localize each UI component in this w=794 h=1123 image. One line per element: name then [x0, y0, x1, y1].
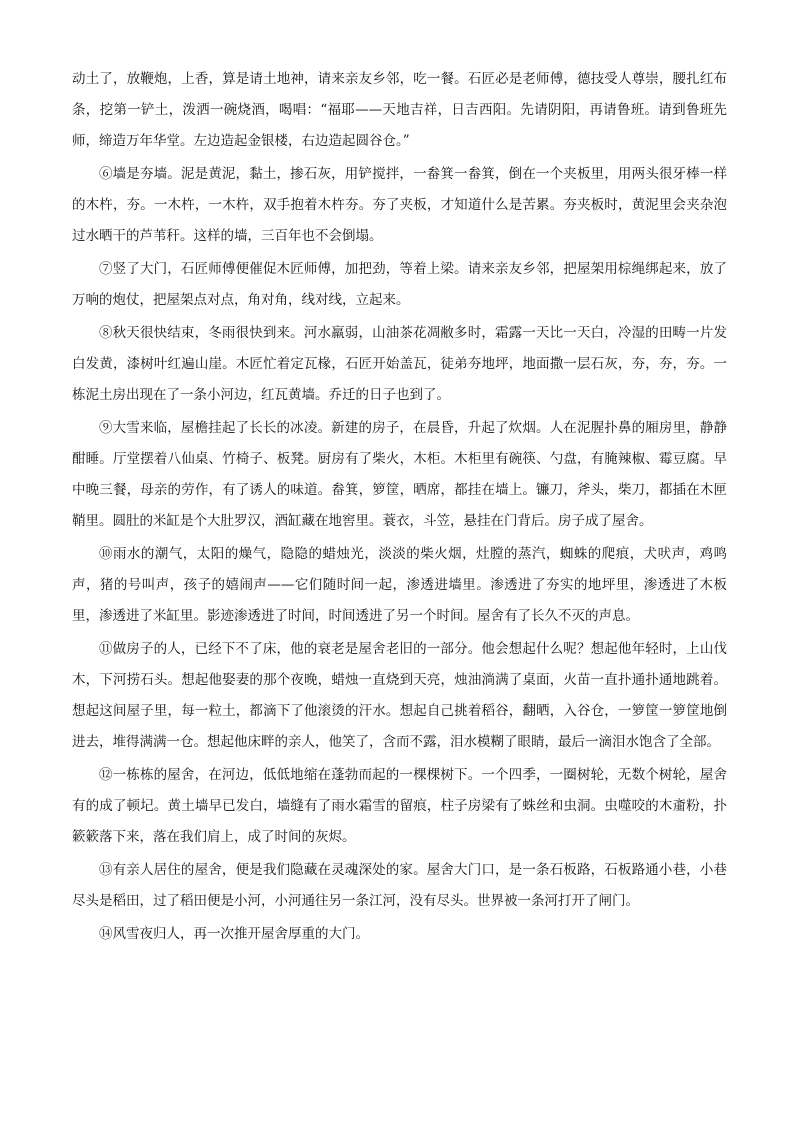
paragraph-6: ⑥墙是夯墙。泥是黄泥，黏土，掺石灰，用铲搅拌，一畚箕一畚箕，倒在一个夹板里，用两头很牙棒一样的木杵，夯。一木杵，一木杵，双手抱着木杵夯。夯了夹板，才知道什么是苦累。夯夹板时，黄泥里会夹杂泡过水晒干的芦苇秆。这样的墙，三百年也不会倒塌。 [72, 166, 727, 244]
paragraph-8: ⑧秋天很快结束，冬雨很快到来。河水羸弱，山油茶花凋敝多时，霜露一天比一天白，冷湿的田畴一片发白发黄，漆树叶红遍山崖。木匠忙着定瓦椽，石匠开始盖瓦，徒弟夯地坪，地面撒一层石灰，夯，夯，夯。一栋泥土房出现在了一条小河边，红瓦黄墙。乔迁的日子也到了。 [72, 325, 727, 403]
paragraph-11: ⑪做房子的人，已经下不了床，他的衰老是屋舍老旧的一部分。他会想起什么呢？想起他年轻时，上山伐木，下河捞石头。想起他娶妻的那个夜晚，蜡烛一直烧到天亮，烛油淌满了桌面，火苗一直扑通扑通地跳着。想起这间屋子里，每一粒土，都滴下了他滚烫的汗水。想起自己挑着稻谷，翻晒，入谷仓，一箩筐一箩筐地倒进去，堆得满满一仓。想起他床畔的亲人，他笑了，含而不露，泪水模糊了眼睛，最后一滴泪水饱含了全部。 [72, 641, 727, 750]
paragraph-14: ⑭风雪夜归人，再一次推开屋舍厚重的大门。 [99, 926, 369, 942]
paragraph-7: ⑦竖了大门，石匠师傅便催促木匠师傅，加把劲，等着上梁。请来亲友乡邻，把屋架用棕绳绑起来，放了万响的炮仗，把屋架点对点，角对角，线对线，立起来。 [72, 261, 727, 308]
paragraph-continuation: 动土了，放鞭炮，上香，算是请土地神，请来亲友乡邻，吃一餐。石匠必是老师傅，德技受人尊崇，腰扎红布条，挖第一铲土，泼洒一碗烧酒，喝唱：“福耶——天地吉祥，日吉西阳。先请阴阳，再请鲁班。请到鲁班先师，缔造万年华堂。左边造起金银楼，右边造起圆谷仓。” [72, 71, 727, 149]
paragraph-12: ⑫一栋栋的屋舍，在河边，低低地缩在蓬勃而起的一棵棵树下。一个四季，一圈树轮，无数个树轮，屋舍有的成了顿圮。黄土墙早已发白，墙缝有了雨水霜雪的留痕，柱子房梁有了蛛丝和虫洞。虫噬咬的木齑粉，扑簌簌落下来，落在我们肩上，成了时间的灰烬。 [72, 767, 727, 845]
paragraph-9: ⑨大雪来临，屋檐挂起了长长的冰凌。新建的房子，在晨昏，升起了炊烟。人在泥腥扑鼻的厢房里，静静酣睡。厅堂摆着八仙桌、竹椅子、板凳。厨房有了柴火，木柜。木柜里有碗筷、勺盘，有腌辣椒、霉豆腐。早中晚三餐，母亲的劳作，有了诱人的味道。畚箕，箩筐，晒席，都挂在墙上。镰刀，斧头，柴刀，都插在木匣鞘里。圆肚的米缸是个大肚罗汉，酒缸藏在地窖里。蓑衣，斗笠，悬挂在门背后。房子成了屋舍。 [72, 420, 727, 529]
paragraph-10: ⑩雨水的潮气，太阳的燥气，隐隐的蜡烛光，淡淡的柴火烟，灶膛的蒸汽，蜘蛛的爬痕，犬吠声，鸡鸣声，猪的号叫声，孩子的嬉闹声——它们随时间一起，渗透进墙里。渗透进了夯实的地坪里，渗透进了木板里，渗透进了米缸里。影迹渗透进了时间，时间透进了另一个时间。屋舍有了长久不灭的声息。 [72, 546, 727, 624]
paragraph-13: ⑬有亲人居住的屋舍，便是我们隐藏在灵魂深处的家。屋舍大门口，是一条石板路，石板路通小巷，小巷尽头是稻田，过了稻田便是小河，小河通往另一条江河，没有尽头。世界被一条河打开了闸门。 [72, 862, 727, 909]
article-body [72, 64, 727, 950]
